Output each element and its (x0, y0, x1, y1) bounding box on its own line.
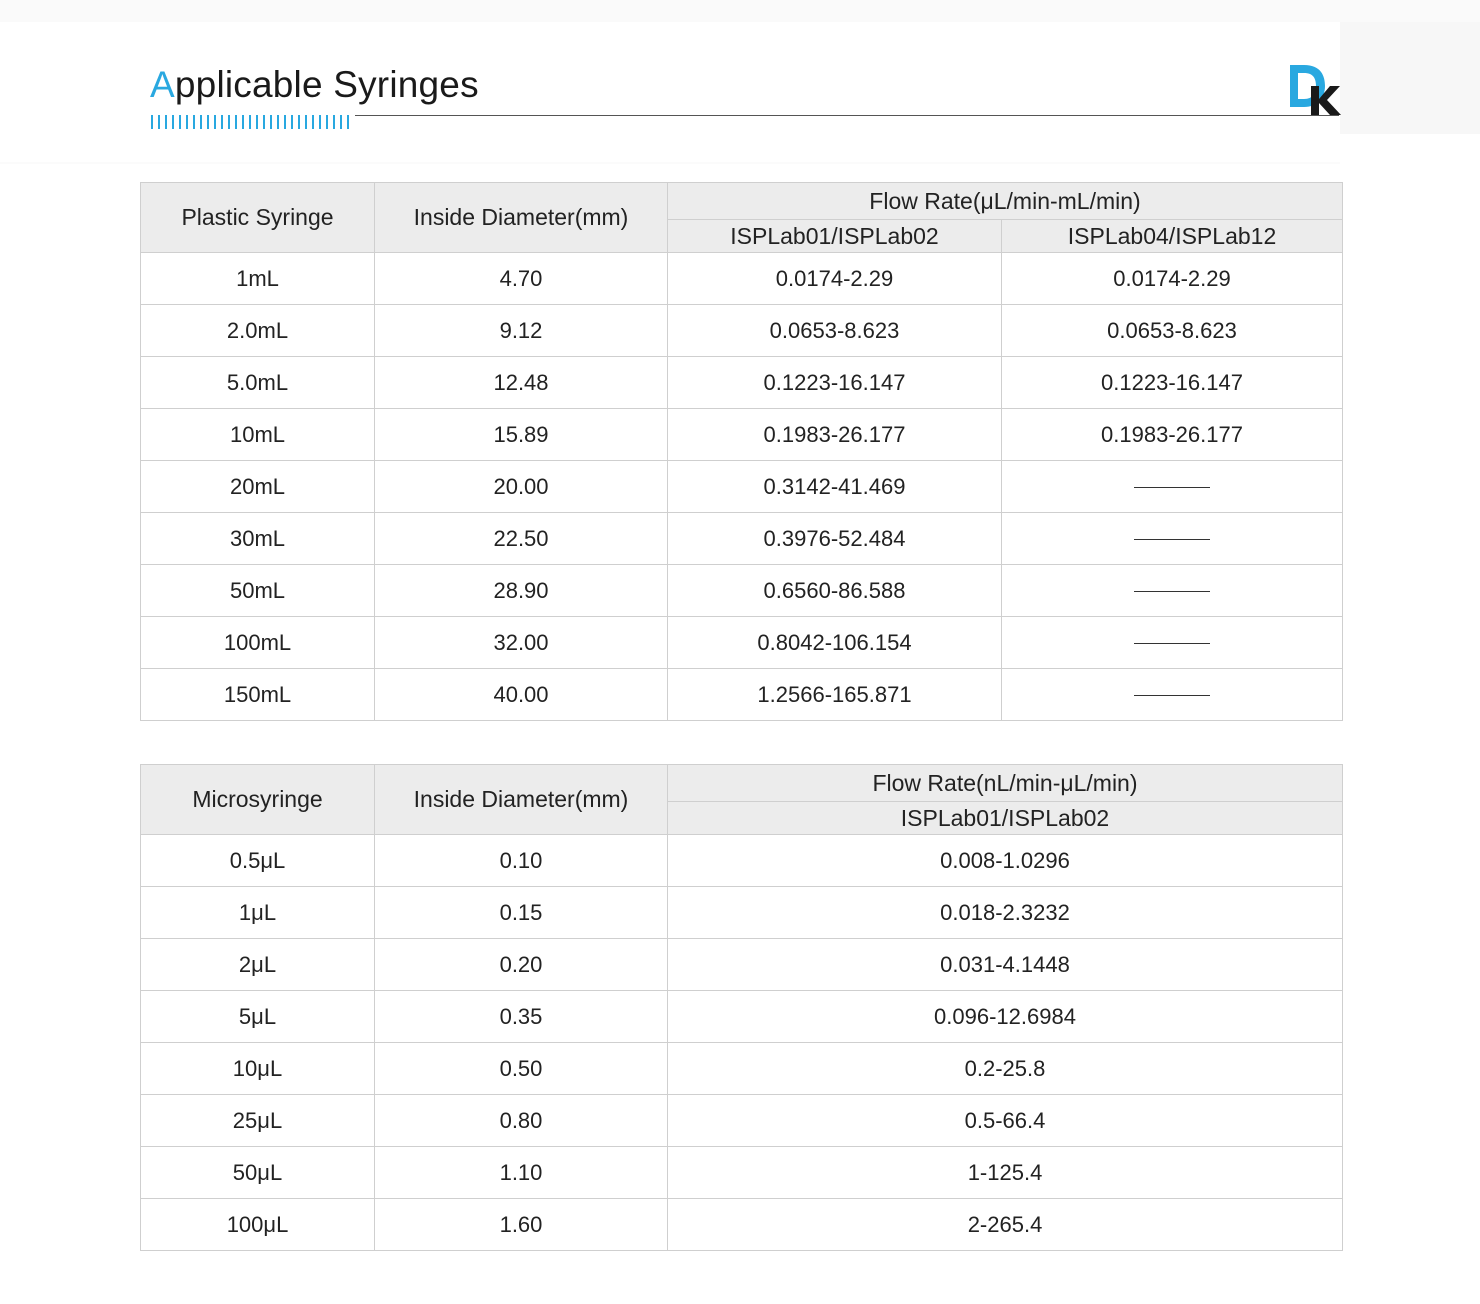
flow-rate-cell: 0.2-25.8 (668, 1043, 1343, 1095)
flow-rate-ispLab04-cell: 0.1223-16.147 (1002, 357, 1343, 409)
header-inside-diameter: Inside Diameter(mm) (375, 183, 668, 253)
page-title (150, 64, 479, 106)
header-flow-rate: Flow Rate(μL/min-mL/min) (668, 183, 1343, 220)
page-title-initial: A (150, 64, 175, 105)
header-microsyringe: Microsyringe (141, 765, 375, 835)
inside-diameter-cell: 32.00 (375, 617, 668, 669)
table-row (141, 835, 1343, 887)
syringe-size-cell: 50μL (141, 1147, 375, 1199)
table-row (141, 357, 1343, 409)
header-flow-rate: Flow Rate(nL/min-μL/min) (668, 765, 1343, 802)
flow-rate-ispLab04-cell (1002, 669, 1343, 721)
flow-rate-cell: 0.5-66.4 (668, 1095, 1343, 1147)
syringe-size-cell: 100μL (141, 1199, 375, 1251)
flow-rate-cell: 0.018-2.3232 (668, 887, 1343, 939)
table-row (141, 669, 1343, 721)
table-row (141, 617, 1343, 669)
header-model-ispLab04: ISPLab04/ISPLab12 (1002, 220, 1343, 253)
flow-rate-ispLab01-cell: 0.8042-106.154 (668, 617, 1002, 669)
inside-diameter-cell: 4.70 (375, 253, 668, 305)
flow-rate-ispLab01-cell: 0.1983-26.177 (668, 409, 1002, 461)
syringe-size-cell: 1mL (141, 253, 375, 305)
header-model-ispLab01: ISPLab01/ISPLab02 (668, 220, 1002, 253)
title-rule (355, 115, 1339, 116)
flow-rate-ispLab04-cell (1002, 617, 1343, 669)
flow-rate-cell: 0.031-4.1448 (668, 939, 1343, 991)
syringe-size-cell: 5.0mL (141, 357, 375, 409)
flow-rate-ispLab01-cell: 0.1223-16.147 (668, 357, 1002, 409)
table-row (141, 1095, 1343, 1147)
flow-rate-ispLab01-cell: 0.0174-2.29 (668, 253, 1002, 305)
inside-diameter-cell: 15.89 (375, 409, 668, 461)
not-applicable-dash (1134, 643, 1210, 644)
flow-rate-cell: 1-125.4 (668, 1147, 1343, 1199)
plastic-syringe-table (140, 182, 1343, 721)
top-band (0, 0, 1480, 22)
inside-diameter-cell: 12.48 (375, 357, 668, 409)
header-model-ispLab01: ISPLab01/ISPLab02 (668, 802, 1343, 835)
table-row (141, 513, 1343, 565)
syringe-size-cell: 2μL (141, 939, 375, 991)
flow-rate-ispLab04-cell: 0.0653-8.623 (1002, 305, 1343, 357)
not-applicable-dash (1134, 695, 1210, 696)
table-row (141, 887, 1343, 939)
flow-rate-ispLab01-cell: 1.2566-165.871 (668, 669, 1002, 721)
syringe-size-cell: 150mL (141, 669, 375, 721)
not-applicable-dash (1134, 487, 1210, 488)
flow-rate-ispLab04-cell (1002, 461, 1343, 513)
syringe-size-cell: 50mL (141, 565, 375, 617)
syringe-size-cell: 0.5μL (141, 835, 375, 887)
inside-diameter-cell: 40.00 (375, 669, 668, 721)
flow-rate-cell: 0.096-12.6984 (668, 991, 1343, 1043)
inside-diameter-cell: 28.90 (375, 565, 668, 617)
syringe-size-cell: 2.0mL (141, 305, 375, 357)
inside-diameter-cell: 0.35 (375, 991, 668, 1043)
flow-rate-ispLab04-cell (1002, 513, 1343, 565)
table-row (141, 1147, 1343, 1199)
inside-diameter-cell: 1.10 (375, 1147, 668, 1199)
inside-diameter-cell: 0.80 (375, 1095, 668, 1147)
table-row (141, 565, 1343, 617)
not-applicable-dash (1134, 591, 1210, 592)
table-row (141, 991, 1343, 1043)
flow-rate-ispLab01-cell: 0.0653-8.623 (668, 305, 1002, 357)
inside-diameter-cell: 0.20 (375, 939, 668, 991)
table-row (141, 939, 1343, 991)
syringe-size-cell: 30mL (141, 513, 375, 565)
dk-logo (1287, 62, 1343, 116)
flow-rate-ispLab04-cell: 0.0174-2.29 (1002, 253, 1343, 305)
header-plastic-syringe: Plastic Syringe (141, 183, 375, 253)
syringe-size-cell: 1μL (141, 887, 375, 939)
page-title-rest: pplicable Syringes (174, 64, 479, 105)
inside-diameter-cell: 0.50 (375, 1043, 668, 1095)
flow-rate-ispLab04-cell (1002, 565, 1343, 617)
inside-diameter-cell: 0.10 (375, 835, 668, 887)
flow-rate-ispLab04-cell: 0.1983-26.177 (1002, 409, 1343, 461)
flow-rate-ispLab01-cell: 0.6560-86.588 (668, 565, 1002, 617)
inside-diameter-cell: 9.12 (375, 305, 668, 357)
title-hatch-decoration (151, 115, 351, 129)
inside-diameter-cell: 22.50 (375, 513, 668, 565)
syringe-size-cell: 10mL (141, 409, 375, 461)
table-row (141, 409, 1343, 461)
syringe-size-cell: 5μL (141, 991, 375, 1043)
not-applicable-dash (1134, 539, 1210, 540)
table-row (141, 305, 1343, 357)
syringe-size-cell: 20mL (141, 461, 375, 513)
syringe-size-cell: 100mL (141, 617, 375, 669)
table-row (141, 1199, 1343, 1251)
microsyringe-table (140, 764, 1343, 1251)
table-row (141, 253, 1343, 305)
flow-rate-cell: 2-265.4 (668, 1199, 1343, 1251)
inside-diameter-cell: 0.15 (375, 887, 668, 939)
flow-rate-ispLab01-cell: 0.3976-52.484 (668, 513, 1002, 565)
flow-rate-ispLab01-cell: 0.3142-41.469 (668, 461, 1002, 513)
logo-band (1328, 22, 1480, 134)
header-inside-diameter: Inside Diameter(mm) (375, 765, 668, 835)
flow-rate-cell: 0.008-1.0296 (668, 835, 1343, 887)
table-row (141, 461, 1343, 513)
syringe-size-cell: 10μL (141, 1043, 375, 1095)
inside-diameter-cell: 20.00 (375, 461, 668, 513)
table-row (141, 1043, 1343, 1095)
inside-diameter-cell: 1.60 (375, 1199, 668, 1251)
syringe-size-cell: 25μL (141, 1095, 375, 1147)
